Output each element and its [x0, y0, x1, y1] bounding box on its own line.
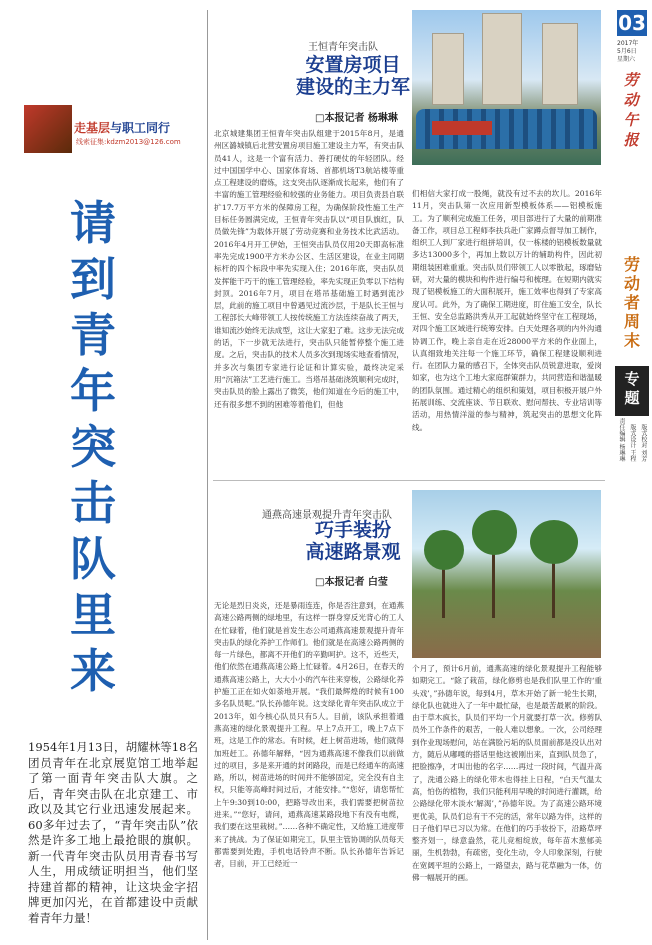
- article1-title-line1: 安置房项目: [305, 54, 401, 76]
- section-char: 动: [623, 274, 640, 293]
- article2-title-line1: 巧手装扮: [314, 519, 391, 541]
- photo-building: [482, 13, 522, 105]
- issue-date: [617, 40, 649, 64]
- logo-char: 午: [623, 111, 639, 129]
- section-name: [621, 255, 643, 350]
- headline-char: 年: [70, 364, 116, 418]
- topic-char: 专: [624, 370, 640, 388]
- topic-char: 题: [624, 389, 640, 407]
- section-char: 劳: [623, 255, 640, 274]
- photo-foliage: [472, 510, 517, 555]
- headline-char: 请: [70, 196, 116, 250]
- logo-char: 报: [623, 131, 639, 149]
- photo-foliage: [530, 520, 578, 564]
- banner-title-part1: 走基层: [74, 121, 111, 135]
- headline-char: 队: [70, 532, 116, 586]
- article2-title-line2: 高速路景观: [305, 541, 401, 563]
- article2-title: [278, 519, 428, 563]
- headline-char: 青: [70, 308, 116, 362]
- main-headline: [62, 195, 124, 699]
- page-number: 03: [618, 11, 646, 35]
- headline-char: 来: [70, 644, 116, 698]
- article1-title: [278, 54, 428, 98]
- logo-char: 劳: [623, 71, 639, 89]
- editor-credit: 版式校对 刘芳: [639, 424, 647, 462]
- headline-char: 里: [70, 588, 116, 642]
- article2-column1: 无论是烈日炎炎，还是暴雨连连，你是否注意到，在通燕高速公路两侧的绿地里，有这样一群身穿反光背心的工人在忙碌着，他们就是首发生态公司通燕高速景观提升青年突击队的绿化养护工作师们。他们就是在高速公路两侧的每一片绿色，都离不开他们的辛勤呵护。这不，近些天，他们依然在通燕高速公路上忙碌着。4月26日，在春天的通燕高速公路上，大大小小的汽车往来穿梭，公路绿化养护施工正在如火如荼地开展。“我们最辉煌的时候有100多名队员呢。”队长孙德年说。这支绿化青年突击队成立于2013年，如今核心队员只有5人。目前，该队承担着通燕高速的绿化景观提升工程。早上7点开工，晚上7点下班，这是工作的常态。有时候，赶上树苗进场，他们就得加班赶工。孙德年解释，“因为通燕高速不像我们以前做过的项目，多是来开通的封闭路段，而是已经通车的高速路，所以，树苗进场的时间并不能够固定，完全没有自主权，只能等高峰时间过后，才能安排。”“您好，请您帮忙上午9:30到10:00，把路导改出来，我们需要把树苗拉进来。”“您好，请问，通燕高速某路段地下有没有电缆，我们要在这里栽树。”……各种不确定性，又给施工进度带来了挑战。为了保证如期完工，队里主管协调的队员每天都需要到处跑，手机电话铃声不断。队长孙德年告诉记者，目前，开工已经近一: [214, 601, 404, 869]
- photo-flag: [432, 121, 492, 135]
- article1-byline: □本报记者 杨琳琳: [315, 113, 398, 124]
- article-divider: [213, 480, 605, 481]
- section-char: 周: [623, 312, 640, 331]
- article2-photo: [412, 490, 601, 658]
- section-char: 者: [623, 293, 640, 312]
- article1-column1: 北京城建集团王恒青年突击队组建于2015年8月，是通州区潞城镇后北营安置房项目施工建设主力军，有突击队员41人，这是一个富有活力、善打硬仗的年轻团队。经过中国国学中心、国家体育场、首都机场T3航站楼等重点工程建设的磨炼，这支突击队逐渐成长起来，他们有了丰富的施工管理经验和较强的业务能力。项目负责县自联扩17.7万平方米的保障房工程，为确保阶段性施工生产目标任务圆满完成，王恒青年突击队以“项目队旗红，队员做先锋”为载体开展了劳动竞赛和业务技术比武活动。2016年4月开工伊始，王恒突击队员仅用20天即高标准率先完成1900平方米办公区、生活区建设，在业主同期标杆的四个标段中率先实现入住；2016年底，突击队员发挥能干巧干的施工管理经验，率先实现正负零以下结构封顶。2016年7月，项目在塔吊基础施工时遇到流沙层，此前的施工项目中曾遇见过流沙层，于是队长王恒与工程部长大峰带领工人按传统施工方法连续奋战了两天，谁知流沙始终无法成型，这让大家犯了难。这步无法完成的话，下一步就无法进行，突击队只能暂停整个施工进度。之后，突击队的技术人员多次到现场实地查看情况，并多次与集团专家进行论证和计算实验，最终决定采用“沉箱法”工艺进行施工。当塔吊基础浇筑顺利完成时，突击队员的脸上露出了微笑，他们知道在今后的施工中，还有很多想不到的困难等着他们，但他: [214, 129, 405, 409]
- photo-foliage: [424, 530, 464, 570]
- article1-kicker: 王恒青年突击队: [308, 42, 378, 53]
- article2-kicker: 通燕高速景观提升青年突击队: [262, 510, 392, 521]
- photo-building: [542, 23, 578, 105]
- newspaper-logo: [613, 70, 649, 150]
- intro-paragraph: 1954年1月13日，胡耀林等18名团员青年在北京展览馆工地举起了第一面青年突击队大旗。之后，青年突击队在北京建工、市政以及其它行业迅速发展起来。60多年过去了，“青年突击队”依然是许多工地上最抢眼的旗帜。新一代青年突击队员用青春书写人生，用成绩证明担当，他们坚持建首都的精神，让这块金字招牌更加闪光，在首都建设中贡献着青年力量！: [28, 740, 198, 925]
- editor-credit: 责任编辑 杨琳琳: [618, 418, 625, 462]
- article2-byline: □本报记者 白莹: [315, 577, 388, 588]
- column-divider: [207, 10, 208, 940]
- column-banner: [24, 105, 181, 153]
- date-weekday: 星期六: [617, 56, 636, 63]
- section-char: 末: [623, 331, 640, 350]
- logo-char: 动: [623, 91, 639, 109]
- headline-char: 到: [70, 252, 116, 306]
- banner-mail: 线索征集:kdzm2013@126.com: [76, 138, 181, 146]
- date-day: 5月6日: [617, 48, 637, 55]
- article1-column2: 们相信大家打成一股绳，就没有过不去的坎儿。2016年11月，突击队第一次应用新型模板体系——铝模板施工。为了顺利完成施工任务，项目部进行了大量的前期准备工作，项目总工程师李扶兵赴广家蹲点督导加工制作，组织工人到厂家进行组拼培训，仅一栋楼的铝模板数量就多达13000多个，再加上数以万计的辅助构件，因此初期组装困难重重。突击队员们带领工人以零散起，琢磨钻研，对大量的模块和构件进行编号和梳理。在短期内就实现了铝模板施工的大面积展开，施工效率也得到了专家高度认可。此外，为了确保工期进度，盯住施工安全，队长王恒、安全总监路洪秀从开工起就始终坚守在工程现场，对四个施工区域进行统筹安排。白天处理各项的内外沟通协调工作，晚上亲自走在近28000平方米的作业面上，认真细致地关注每一个施工环节，确保工程建设顺利进行。在团队力量的感召下，全体突击队员锐意进取，爱岗如家，也为这个工地大家庭群策群力，共同营造和谐温暖的团队氛围。通过精心的组织和策划，项目积极开展户外拓展训练、交流座谈、节日联欢、慰问帮扶、专业培训等活动，用热情洋溢的参与精神，筑起突击的思想文化阵线。: [412, 189, 602, 432]
- banner-title-part2: 与职工同行: [110, 121, 171, 135]
- article2-column2: 个月了，预计6月前，通燕高速的绿化景观提升工程能够如期完工。“除了栽苗，绿化修剪也是我们队里工作的‘重头戏’，”孙德年说，每到4月，草木开始了新一轮生长期，绿化队也就进入了一年中最忙碌，也是最苦最累的阶段。由于草木疯长，队员们平均一个月就要打草一次。修剪队员外工作条件的艰苦，一般人难以想象。一次，公司经理到作业现场慰问，站在满脸污垢的队员面前都是没认出对方，随后从嘟嘎的搭话里他这被刚出来，直到队员急了，把脸擦净，才叫出他的名字……再过一段时间，气温升高了，洗通公路上的绿化带木也得挂上日程，“白天气温太高，怕伤的植物，我们只能利用早晚的时间进行灌溉，给公路绿化带木淡水‘解渴’，”孙德年说。为了高速公路环境更优美，队员们总有干不完的活，常年以路为伴，这样的日子他们早已习以为常。在他们的巧手妆扮下，沿路草坪整齐划一，绿意盎然，花儿竞相绽放，每年苗木葱郁美丽，生机勃勃，有疏密，变化生动，令人印象深刻，行驶在宽阔平坦的公路上，一路望去，路与花草融为一体，仿佛一幅展开的画。: [412, 664, 602, 883]
- headline-char: 击: [70, 476, 116, 530]
- banner-title: [74, 119, 170, 136]
- editor-credit: 版式设计 王程: [628, 424, 636, 462]
- headline-char: 突: [70, 420, 116, 474]
- editor-credits: [617, 418, 651, 465]
- banner-image: [24, 105, 72, 153]
- article1-title-line2: 建设的主力军: [295, 76, 410, 98]
- date-year: 2017年: [617, 40, 639, 47]
- photo-building: [432, 33, 464, 105]
- section-topic: [615, 366, 649, 416]
- article1-photo: [412, 10, 601, 165]
